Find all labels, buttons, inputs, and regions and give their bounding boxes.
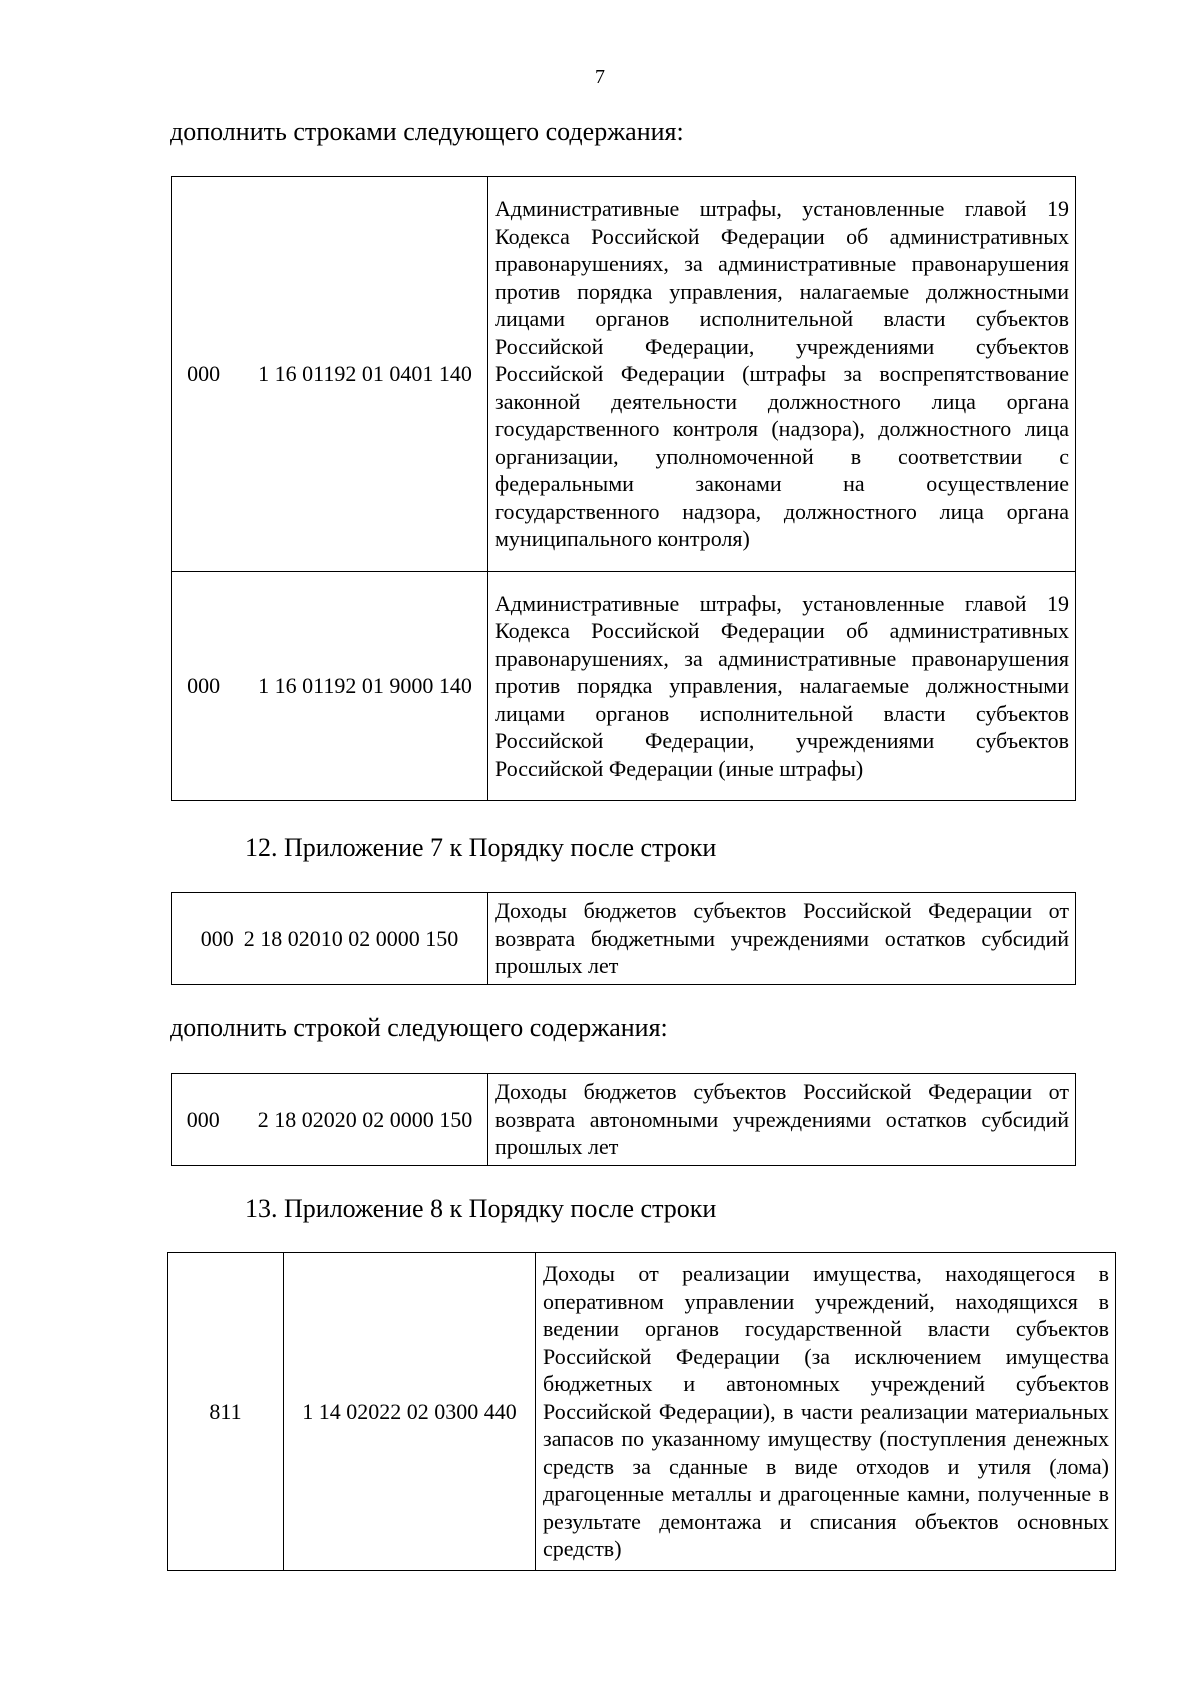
code-cell	[172, 572, 488, 801]
table-added-rows-fines	[171, 176, 1076, 801]
admin-code: 000	[187, 673, 221, 699]
budget-classification-code-cell: 1 14 02022 02 0300 440	[284, 1253, 536, 1571]
budget-classification-code: 1 16 01192 01 9000 140	[258, 673, 472, 699]
table-row	[172, 893, 1076, 985]
admin-code-cell: 811	[168, 1253, 284, 1571]
budget-classification-code: 1 16 01192 01 0401 140	[258, 361, 472, 387]
description-cell: Доходы бюджетов субъектов Российской Федерации от возврата автономными учреждениями остатков субсидий прошлых лет	[488, 1074, 1076, 1166]
page-number: 7	[595, 66, 605, 88]
budget-classification-code: 2 18 02010 02 0000 150	[243, 925, 459, 951]
table-row	[172, 572, 1076, 801]
description-cell: Доходы от реализации имущества, находящегося в оперативном управлении учреждений, находящихся в ведении органов государственной власти субъектов Российской Федерации (за исключением имущества бюджетных и автономных учреждений субъектов Российской Федерации), в части реализации материальных запасов по указанному имуществу (поступления денежных средств за сданные в виде отходов и утиля (лома) драгоценные металлы и драгоценные камни, полученные в результате демонтажа и списания объектов основных средств)	[536, 1253, 1116, 1571]
code-cell	[172, 177, 488, 572]
table-row	[168, 1253, 1116, 1571]
table-row	[172, 177, 1076, 572]
admin-code: 000	[186, 1106, 220, 1132]
code-cell	[172, 1074, 488, 1166]
admin-code: 000	[200, 925, 234, 951]
table-appendix-7-existing-row	[171, 892, 1076, 985]
paragraph-supplement-rows: дополнить строками следующего содержания:	[170, 117, 684, 146]
description-cell: Доходы бюджетов субъектов Российской Федерации от возврата бюджетными учреждениями остатков субсидий прошлых лет	[488, 893, 1076, 985]
table-row	[172, 1074, 1076, 1166]
paragraph-appendix-8: 13. Приложение 8 к Порядку после строки	[245, 1194, 717, 1223]
code-cell	[172, 893, 488, 985]
description-cell: Административные штрафы, установленные главой 19 Кодекса Российской Федерации об административных правонарушениях, за административные правонарушения против порядка управления, налагаемые должностными лицами органов исполнительной власти субъектов Российской Федерации, учреждениями субъектов Российской Федерации (иные штрафы)	[488, 572, 1076, 801]
budget-classification-code: 2 18 02020 02 0000 150	[257, 1106, 473, 1132]
description-cell: Административные штрафы, установленные главой 19 Кодекса Российской Федерации об административных правонарушениях, за административные правонарушения против порядка управления, налагаемые должностными лицами органов исполнительной власти субъектов Российской Федерации, учреждениями субъектов Российской Федерации (штрафы за воспрепятствование законной деятельности должностного лица органа государственного контроля (надзора), должностного лица организации, уполномоченной в соответствии с федеральными законами на осуществление государственного надзора, должностного лица органа муниципального контроля)	[488, 177, 1076, 572]
admin-code: 000	[187, 361, 221, 387]
table-appendix-8-existing-row	[167, 1252, 1116, 1571]
paragraph-appendix-7: 12. Приложение 7 к Порядку после строки	[245, 833, 717, 862]
paragraph-supplement-row: дополнить строкой следующего содержания:	[170, 1013, 668, 1042]
table-appendix-7-added-row	[171, 1073, 1076, 1166]
